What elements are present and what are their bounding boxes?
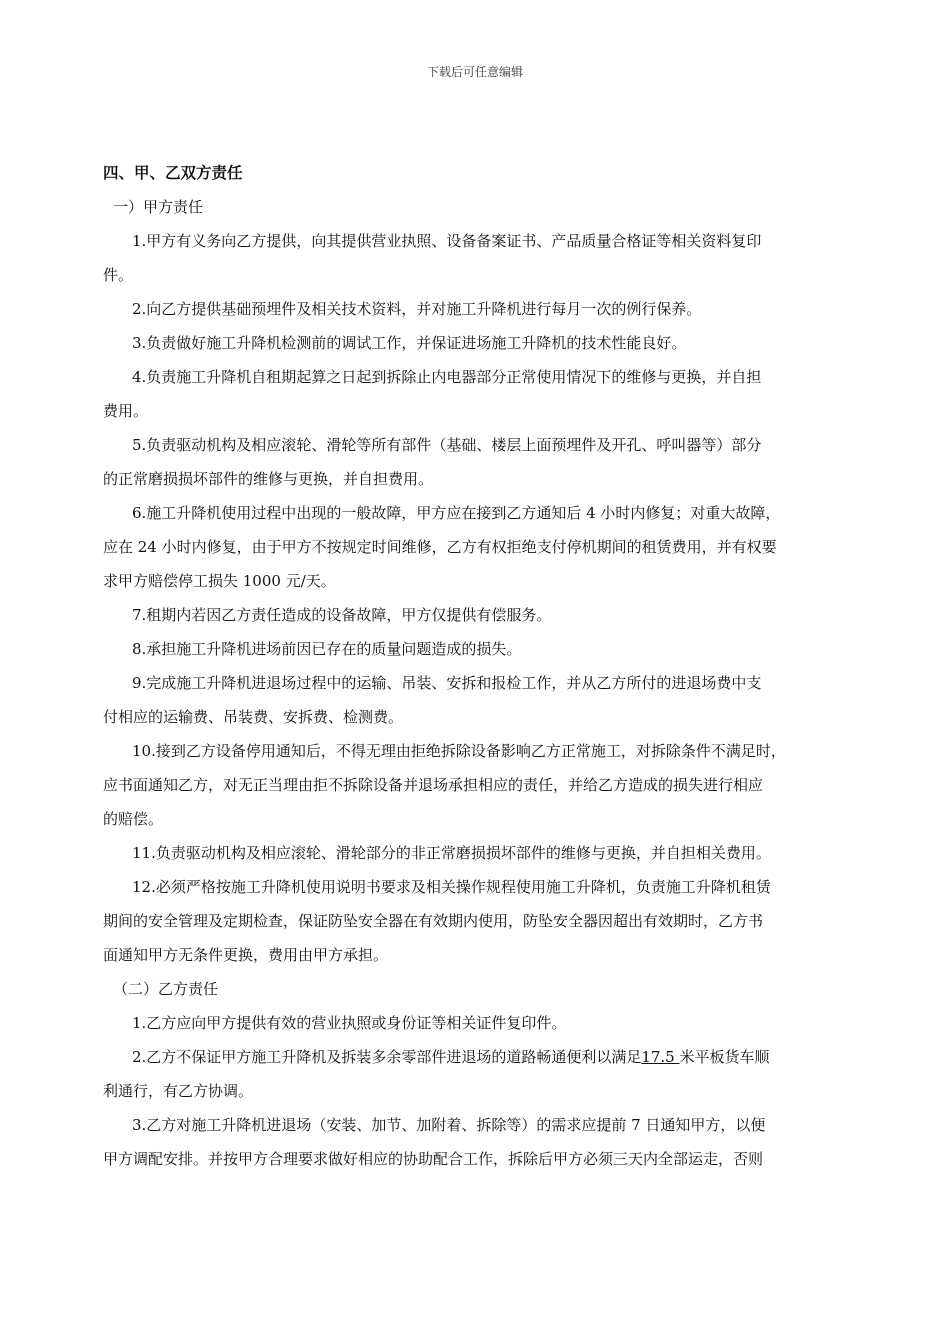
clause-line: 3.负责做好施工升降机检测前的调试工作，并保证进场施工升降机的技术性能良好。 [132,334,687,352]
clause-line: 6.施工升降机使用过程中出现的一般故障，甲方应在接到乙方通知后 4 小时内修复；对重大故障， [132,504,781,522]
clause-text: 米平板货车顺 [679,1048,770,1066]
clause-line: 期间的安全管理及定期检查，保证防坠安全器在有效期内使用，防坠安全器因超出有效期时，乙方书 [103,912,764,930]
clause-line: 付相应的运输费、吊装费、安拆费、检测费。 [103,708,404,726]
clause-line: 利通行，有乙方协调。 [103,1082,254,1100]
subsection-heading-party-b: （二）乙方责任 [113,980,219,998]
clause-line: 件。 [103,266,134,284]
clause-line: 11.负责驱动机构及相应滚轮、滑轮部分的非正常磨损损坏部件的维修与更换，并自担相关费用。 [132,844,771,862]
clause-line: 甲方调配安排。并按甲方合理要求做好相应的协助配合工作，拆除后甲方必须三天内全部运走，否则 [103,1150,764,1168]
subsection-heading-party-a: 一）甲方责任 [113,198,204,216]
clause-line: 2.向乙方提供基础预埋件及相关技术资料，并对施工升降机进行每月一次的例行保养。 [132,300,702,318]
clause-line: 1.甲方有义务向乙方提供，向其提供营业执照、设备备案证书、产品质量合格证等相关资料复印 [132,232,762,250]
clause-line: 面通知甲方无条件更换，费用由甲方承担。 [103,946,389,964]
clause-line: 4.负责施工升降机自租期起算之日起到拆除止内电器部分正常使用情况下的维修与更换，并自担 [132,368,762,386]
clause-line: 费用。 [103,402,149,420]
clause-line: 12.必须严格按施工升降机使用说明书要求及相关操作规程使用施工升降机，负责施工升降机租赁 [132,878,771,896]
clause-line [103,1040,855,1074]
clause-line: 8.承担施工升降机进场前因已存在的质量问题造成的损失。 [132,640,522,658]
clause-line: 的赔偿。 [103,810,164,828]
underlined-value: 17.5 [641,1048,680,1066]
clause-text: 2.乙方不保证甲方施工升降机及拆装多余零部件进退场的道路畅通便利以满足 [132,1048,642,1066]
clause-line: 7.租期内若因乙方责任造成的设备故障，甲方仅提供有偿服务。 [132,606,552,624]
clause-line: 10.接到乙方设备停用通知后，不得无理由拒绝拆除设备影响乙方正常施工，对拆除条件不满足时， [132,742,786,760]
clause-line: 5.负责驱动机构及相应滚轮、滑轮等所有部件（基础、楼层上面预埋件及开孔、呼叫器等）部分 [132,436,762,454]
clause-line: 应在 24 小时内修复，由于甲方不按规定时间维修，乙方有权拒绝支付停机期间的租赁费用，并有权要 [103,538,777,556]
clause-line: 1.乙方应向甲方提供有效的营业执照或身份证等相关证件复印件。 [132,1014,567,1032]
section-heading: 四、甲、乙双方责任 [103,163,243,182]
clause-line: 9.完成施工升降机进退场过程中的运输、吊装、安拆和报检工作，并从乙方所付的进退场费中支 [132,674,762,692]
clause-line: 3.乙方对施工升降机进退场（安装、加节、加附着、拆除等）的需求应提前 7 日通知甲方，以便 [132,1116,766,1134]
page-header: 下载后可任意编辑 [426,65,523,79]
clause-line: 应书面通知乙方，对无正当理由拒不拆除设备并退场承担相应的责任，并给乙方造成的损失进行相应 [103,776,764,794]
clause-line: 的正常磨损损坏部件的维修与更换，并自担费用。 [103,470,434,488]
clause-line: 求甲方赔偿停工损失 1000 元/天。 [103,572,336,590]
document-body [103,156,855,1176]
